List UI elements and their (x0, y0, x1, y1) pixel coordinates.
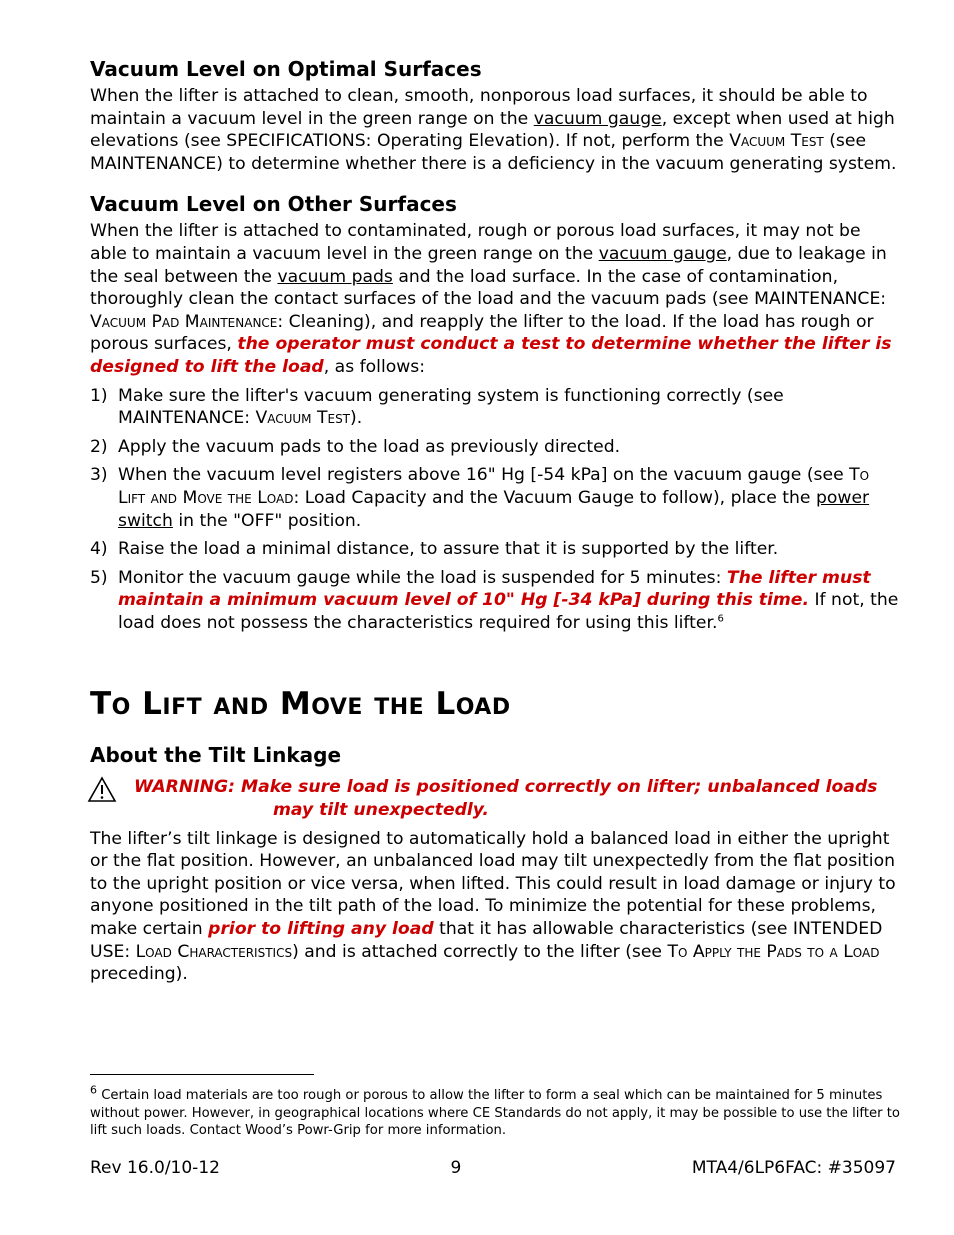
vacuum-gauge-link[interactable]: vacuum gauge (533, 108, 662, 129)
list-item: 4) Raise the load a minimal distance, to assure that it is supported by the lifter. (90, 539, 779, 560)
section-optimal-surfaces (90, 56, 900, 175)
section-heading: About the Tilt Linkage (90, 743, 342, 768)
vacuum-gauge-link[interactable]: vacuum gauge (598, 243, 727, 264)
footnote-ref: 6 (717, 613, 724, 625)
list-item: 1) Make sure the lifter's vacuum generating system is functioning correctly (see MAINTENANCE: Vacuum Test). (90, 385, 784, 429)
list-item: 5) Monitor the vacuum gauge while the load is suspended for 5 minutes: The lifter must maintain a minimum vacuum level of 10" Hg [-34 kPa] during this time. If not, the load does not possess the characteristics required for using this lifter.$^6$ (90, 567, 899, 633)
document-id: MTA4/6LP6FAC: #35097 (691, 1158, 896, 1178)
emphasis-text: the operator must conduct a test to determine whether the lifter is designed to lift the load (90, 334, 892, 377)
manual-page (90, 56, 900, 986)
page-footer (90, 1157, 896, 1180)
paragraph: The lifter’s tilt linkage is designed to automatically hold a balanced load in either the upright or the flat position. However, an unbalanced load may tilt unexpectedly from the flat position to the upright position or vice versa, when lifted. This could result in load damage or injury to anyone positioned in the tilt path of the load. To minimize the potential for these problems, make certain prior to lifting any load that it has allowable characteristics (see INTENDED USE: Load Characteristics) and is attached correctly to the lifter (see To Apply the Pads to a Load preceding). (90, 828, 896, 985)
revision-label: Rev 16.0/10-12 (90, 1158, 220, 1178)
list-item: 3) When the vacuum level registers above 16" Hg [-54 kPa] on the vacuum gauge (see To Lift and Move the Load: Load Capacity and the Vacuum Gauge to follow), place the power switch in the "OFF" position. (90, 465, 870, 531)
list-item: 2) Apply the vacuum pads to the load as previously directed. (90, 436, 621, 457)
emphasis-text: prior to lifting any load (208, 919, 434, 940)
warning-text: WARNING: Make sure load is positioned correctly on lifter; unbalanced loads (134, 777, 878, 798)
vacuum-pads-link[interactable]: vacuum pads (277, 266, 393, 287)
page-number: 9 (450, 1158, 462, 1178)
paragraph: When the lifter is attached to clean, smooth, nonporous load surfaces, it should be able to maintain a vacuum level in the green range on the vacuum gauge, except when used at high elevations (see SPECIFICATIONS: Operating Elevation). If not, perform the Vacuum Test (see MAINTENANCE) to determine whether there is a deficiency in the vacuum generating system. (90, 86, 897, 174)
footnote: $^6$ Certain load materials are too rough or porous to allow the lifter to form a seal which can be maintained for 5 minutes without power. However, in geographical locations where CE Standards do not apply, it may be possible to use the lifter to lift such loads. Contact Wood’s Powr-Grip for more information. (90, 1083, 900, 1139)
section-heading: Vacuum Level on Optimal Surfaces (90, 57, 482, 81)
emphasis-text: The lifter must maintain a minimum vacuum level of 10" Hg [-34 kPa] during this time. (118, 567, 871, 611)
section-tilt-linkage (90, 742, 900, 985)
footnote-mark: 6 (90, 1083, 97, 1097)
warning-triangle-icon (87, 776, 117, 810)
section-heading: Vacuum Level on Other Surfaces (90, 192, 457, 217)
warning-text: may tilt unexpectedly. (273, 800, 489, 821)
footnote-divider (90, 1074, 314, 1075)
test-steps-list (90, 385, 900, 635)
main-section-title: To Lift and Move the Load (90, 686, 511, 723)
section-other-surfaces (90, 191, 900, 634)
paragraph: When the lifter is attached to contaminated, rough or porous load surfaces, it may not be able to maintain a vacuum level in the green range on the vacuum gauge, due to leakage in the seal between the vacuum pads and the load surface. In the case of contamination, thoroughly clean the contact surfaces of the load and the vacuum pads (see MAINTENANCE: Vacuum Pad Maintenance: Cleaning), and reapply the lifter to the load. If the load has rough or porous surfaces, the operator must conduct a test to determine whether the lifter is designed to lift the load, as follows: (90, 221, 892, 377)
warning-notice (90, 776, 900, 821)
power-switch-link[interactable]: power switch (118, 487, 870, 531)
